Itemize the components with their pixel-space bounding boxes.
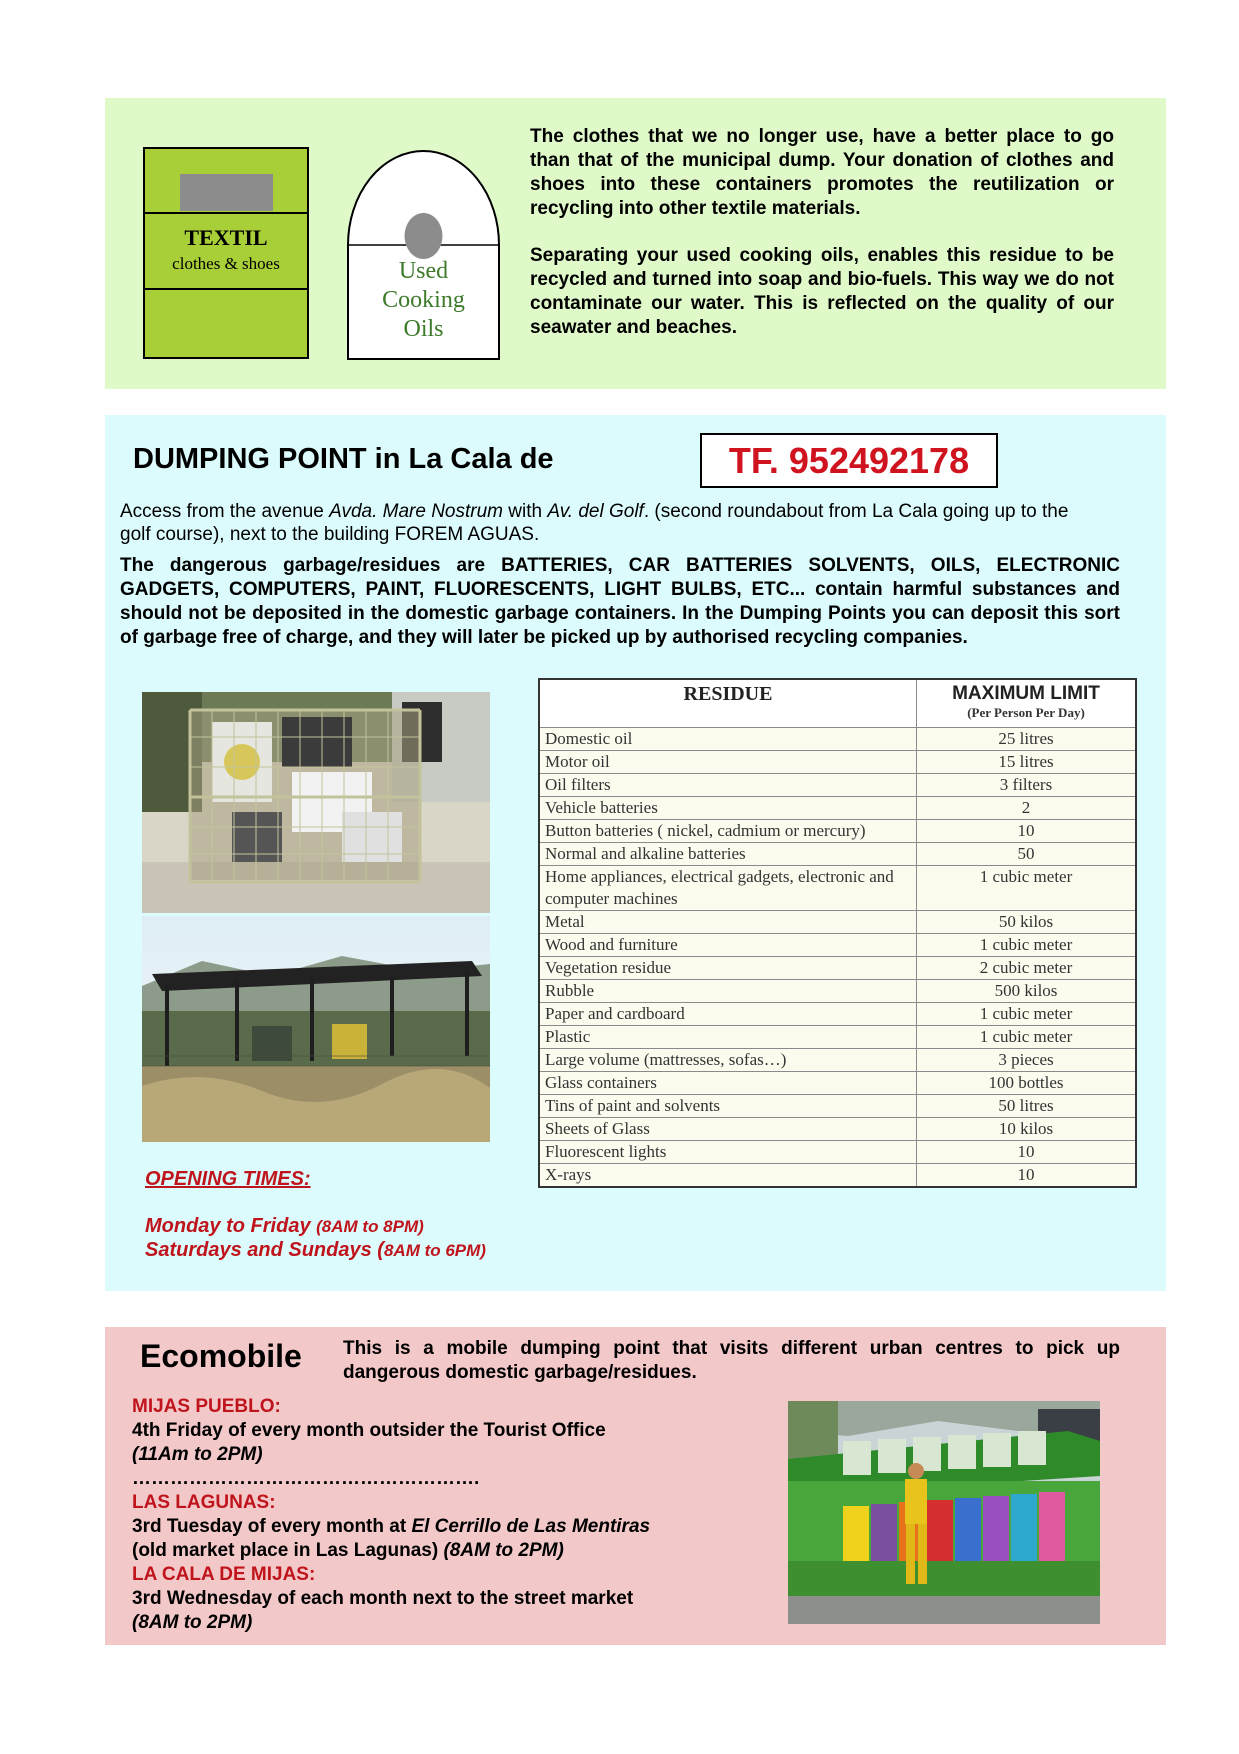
- oil-label-line1: Used: [398, 258, 449, 284]
- residue-name-cell: Metal: [539, 911, 917, 934]
- residue-limit-cell: 50 litres: [917, 1095, 1137, 1118]
- table-row: [539, 1164, 1136, 1188]
- residue-name-cell: Tins of paint and solvents: [539, 1095, 917, 1118]
- residue-name-cell: Rubble: [539, 980, 917, 1003]
- residue-limit-cell: 25 litres: [917, 728, 1137, 751]
- table-row: [539, 866, 1136, 911]
- table-row: [539, 843, 1136, 866]
- residue-limit-cell: 10: [917, 1141, 1137, 1164]
- las-lagunas-text: 3rd Tuesday of every month at: [132, 1516, 412, 1537]
- table-row: [539, 1141, 1136, 1164]
- las-lagunas-location-text: (old market place in Las Lagunas): [132, 1540, 444, 1561]
- mijas-pueblo-schedule: 4th Friday of every month outsider the Tourist Office: [132, 1420, 606, 1441]
- oil-container-opening: [405, 213, 443, 259]
- containers-description: [530, 125, 1114, 363]
- table-row: [539, 1049, 1136, 1072]
- residue-limit-cell: 500 kilos: [917, 980, 1137, 1003]
- residue-limit-cell: 1 cubic meter: [917, 1026, 1137, 1049]
- textile-container-slot: [180, 174, 273, 211]
- residue-limits-table: [538, 678, 1137, 1188]
- residue-limit-cell: 2 cubic meter: [917, 957, 1137, 980]
- schedule-separator: ……………………………………………….: [132, 1468, 480, 1489]
- residue-table-body: [539, 728, 1136, 1188]
- opening-times-title: OPENING TIMES:: [145, 1168, 311, 1190]
- opening-times-weekdays: [145, 1215, 424, 1238]
- residue-name-cell: Oil filters: [539, 774, 917, 797]
- textile-paragraph: The clothes that we no longer use, have a better place to go than that of the municipal dump. Your donation of clothes and shoes into these containers promotes the reutilization or recycling into other textile materials.: [530, 126, 1114, 219]
- weekend-label: Saturdays and Sundays (: [145, 1239, 384, 1261]
- residue-limit-cell: 3 pieces: [917, 1049, 1137, 1072]
- opening-times-weekend: [145, 1239, 486, 1262]
- residue-name-cell: Domestic oil: [539, 728, 917, 751]
- residue-limit-cell: 100 bottles: [917, 1072, 1137, 1095]
- residue-name-cell: Wood and furniture: [539, 934, 917, 957]
- table-header-row: [539, 679, 1136, 728]
- access-text-a: Access from the avenue: [120, 501, 330, 522]
- table-row: [539, 934, 1136, 957]
- table-row: [539, 1118, 1136, 1141]
- residue-limit-cell: 50: [917, 843, 1137, 866]
- phone-number-box: TF. 952492178: [700, 433, 998, 488]
- limit-header-sublabel: (Per Person Per Day): [967, 705, 1085, 720]
- oil-label-line2: Cooking: [382, 287, 465, 313]
- residue-name-cell: Home appliances, electrical gadgets, electronic and computer machines: [539, 866, 917, 911]
- cooking-oil-container-label: [347, 257, 500, 344]
- table-row: [539, 1072, 1136, 1095]
- residue-name-cell: Large volume (mattresses, sofas…): [539, 1049, 917, 1072]
- table-row: [539, 1026, 1136, 1049]
- residue-limit-cell: 15 litres: [917, 751, 1137, 774]
- mijas-pueblo-hours: (11Am to 2PM): [132, 1444, 263, 1465]
- access-text-c: with: [503, 501, 548, 522]
- table-row: [539, 911, 1136, 934]
- residue-limit-cell: 10: [917, 1164, 1137, 1188]
- weekend-hours: 8AM to 6PM): [383, 1241, 486, 1260]
- residue-column-header: [539, 679, 917, 728]
- residue-limit-cell: 50 kilos: [917, 911, 1137, 934]
- textile-container-subtitle: clothes & shoes: [172, 254, 280, 273]
- residue-limit-cell: 1 cubic meter: [917, 1003, 1137, 1026]
- residue-name-cell: Motor oil: [539, 751, 917, 774]
- dumping-cage-photo: [142, 692, 490, 913]
- residue-name-cell: Button batteries ( nickel, cadmium or mercury): [539, 820, 917, 843]
- table-row: [539, 957, 1136, 980]
- textile-container-label-band: [143, 212, 309, 290]
- table-row: [539, 1095, 1136, 1118]
- dumping-point-title: DUMPING POINT in La Cala de: [133, 443, 554, 475]
- las-lagunas-place: El Cerrillo de Las Mentiras: [411, 1516, 651, 1537]
- limit-header-label: MAXIMUM LIMIT: [952, 683, 1100, 704]
- mijas-pueblo-title: MIJAS PUEBLO:: [132, 1396, 281, 1417]
- weekdays-label: Monday to Friday: [145, 1215, 317, 1237]
- ecomobile-description: This is a mobile dumping point that visits different urban centres to pick up dangerous domestic garbage/residues.: [343, 1338, 1120, 1383]
- residue-limit-cell: 3 filters: [917, 774, 1137, 797]
- residue-name-cell: Fluorescent lights: [539, 1141, 917, 1164]
- table-row: [539, 820, 1136, 843]
- ecomobile-title: Ecomobile: [140, 1338, 302, 1374]
- access-street-1: Avda. Mare Nostrum: [329, 501, 503, 522]
- access-directions: [120, 500, 1080, 546]
- residue-limit-cell: 2: [917, 797, 1137, 820]
- residue-name-cell: Plastic: [539, 1026, 917, 1049]
- residue-name-cell: Sheets of Glass: [539, 1118, 917, 1141]
- las-lagunas-schedule: [132, 1515, 752, 1539]
- las-lagunas-title: LAS LAGUNAS:: [132, 1492, 276, 1513]
- access-street-2: Av. del Golf: [547, 501, 644, 522]
- table-row: [539, 1003, 1136, 1026]
- oil-label-line3: Oils: [403, 316, 444, 342]
- la-cala-schedule: 3rd Wednesday of each month next to the street market: [132, 1588, 634, 1609]
- access-text-e: . (second roundabout from La Cala going up to the golf course), next to the building FOREM AGUAS.: [120, 501, 1069, 545]
- las-lagunas-location: [132, 1539, 752, 1563]
- ecomobile-truck-photo: [788, 1401, 1100, 1624]
- residue-limit-cell: 10: [917, 820, 1137, 843]
- residue-name-cell: Glass containers: [539, 1072, 917, 1095]
- weekdays-hours: (8AM to 8PM): [316, 1217, 424, 1236]
- dangerous-residues-paragraph: The dangerous garbage/residues are BATTERIES, CAR BATTERIES SOLVENTS, OILS, ELECTRONIC GADGETS, COMPUTERS, PAINT, FLUORESCENTS, LIGHT BULBS, ETC... contain harmful substances and should not be deposited in the domestic garbage containers. In the Dumping Points you can deposit this sort of garbage free of charge, and they will later be picked up by authorised recycling companies.: [120, 555, 1120, 648]
- limit-column-header: [917, 679, 1137, 728]
- residue-limit-cell: 1 cubic meter: [917, 934, 1137, 957]
- la-cala-hours: (8AM to 2PM): [132, 1612, 253, 1633]
- table-row: [539, 751, 1136, 774]
- table-row: [539, 728, 1136, 751]
- residue-name-cell: X-rays: [539, 1164, 917, 1188]
- textile-container-title: TEXTIL: [184, 225, 268, 250]
- residue-name-cell: Paper and cardboard: [539, 1003, 917, 1026]
- residue-header-label: RESIDUE: [683, 683, 773, 705]
- dumping-shelter-photo: [142, 916, 490, 1142]
- table-row: [539, 797, 1136, 820]
- ecomobile-schedule: [132, 1395, 752, 1635]
- table-row: [539, 980, 1136, 1003]
- la-cala-title: LA CALA DE MIJAS:: [132, 1564, 316, 1585]
- residue-name-cell: Vegetation residue: [539, 957, 917, 980]
- residue-limit-cell: 10 kilos: [917, 1118, 1137, 1141]
- cooking-oil-paragraph: Separating your used cooking oils, enables this residue to be recycled and turned into soap and bio-fuels. This way we do not contaminate our water. This is reflected on the quality of our seawater and beaches.: [530, 245, 1114, 338]
- residue-limit-cell: 1 cubic meter: [917, 866, 1137, 911]
- table-row: [539, 774, 1136, 797]
- las-lagunas-hours: (8AM to 2PM): [443, 1540, 564, 1561]
- residue-name-cell: Normal and alkaline batteries: [539, 843, 917, 866]
- residue-name-cell: Vehicle batteries: [539, 797, 917, 820]
